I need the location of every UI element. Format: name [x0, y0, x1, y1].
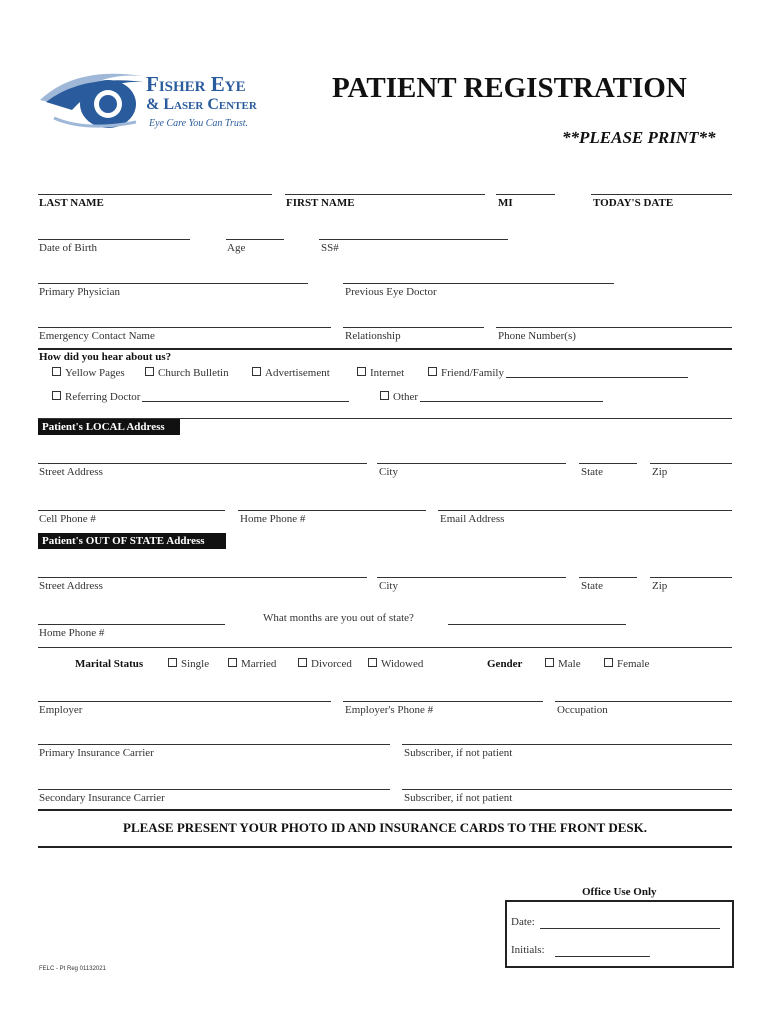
oos-zip-label: Zip — [652, 580, 668, 592]
employer-phone-field[interactable] — [343, 701, 543, 702]
referring-doctor-option[interactable]: Referring Doctor — [52, 391, 349, 403]
employer-field[interactable] — [38, 701, 331, 702]
first-name-field[interactable] — [285, 194, 485, 195]
dob-label: Date of Birth — [39, 242, 98, 254]
ssn-label: SS# — [321, 242, 339, 254]
ssn-field[interactable] — [319, 239, 508, 240]
section-divider — [38, 809, 732, 811]
secondary-insurance-label: Secondary Insurance Carrier — [39, 792, 165, 804]
photo-id-notice: PLEASE PRESENT YOUR PHOTO ID AND INSURANCE CARDS TO THE FRONT DESK. — [123, 820, 647, 835]
please-print-note: **PLEASE PRINT** — [562, 128, 716, 147]
office-date-label: Date: — [511, 916, 535, 928]
checkbox-icon[interactable] — [380, 391, 389, 400]
local-home-phone-label: Home Phone # — [240, 513, 306, 525]
months-out-field[interactable] — [448, 624, 626, 625]
phone-numbers-label: Phone Number(s) — [498, 330, 576, 342]
logo — [36, 66, 276, 136]
employer-phone-label: Employer's Phone # — [345, 704, 434, 716]
referring-doctor-field[interactable] — [142, 401, 349, 402]
local-zip-field[interactable] — [650, 463, 732, 464]
local-email-field[interactable] — [438, 510, 732, 511]
age-field[interactable] — [226, 239, 284, 240]
checkbox-icon[interactable] — [428, 367, 437, 376]
oos-zip-field[interactable] — [650, 577, 732, 578]
local-state-label: State — [581, 466, 603, 478]
local-city-label: City — [379, 466, 398, 478]
divorced-option[interactable]: Divorced — [298, 658, 352, 670]
other-field[interactable] — [420, 401, 603, 402]
mi-label: MI — [498, 197, 513, 209]
todays-date-label: TODAY'S DATE — [593, 197, 674, 209]
emergency-contact-label: Emergency Contact Name — [39, 330, 155, 342]
checkbox-icon[interactable] — [368, 658, 377, 667]
dob-field[interactable] — [38, 239, 190, 240]
primary-subscriber-label: Subscriber, if not patient — [404, 747, 513, 759]
logo-name-line2: & Laser Center — [146, 96, 257, 113]
oos-street-field[interactable] — [38, 577, 367, 578]
logo-tagline: Eye Care You Can Trust. — [149, 118, 248, 129]
relationship-label: Relationship — [345, 330, 401, 342]
section-divider — [38, 348, 732, 350]
office-use-title: Office Use Only — [582, 886, 657, 898]
oos-city-field[interactable] — [377, 577, 566, 578]
local-home-phone-field[interactable] — [238, 510, 426, 511]
oos-state-field[interactable] — [579, 577, 637, 578]
checkbox-icon[interactable] — [145, 367, 154, 376]
phone-numbers-field[interactable] — [496, 327, 732, 328]
checkbox-icon[interactable] — [52, 367, 61, 376]
friend-family-field[interactable] — [506, 377, 688, 378]
last-name-label: LAST NAME — [39, 197, 104, 209]
oos-city-label: City — [379, 580, 398, 592]
employer-label: Employer — [39, 704, 83, 716]
checkbox-icon[interactable] — [357, 367, 366, 376]
page-title: PATIENT REGISTRATION — [332, 72, 687, 104]
checkbox-icon[interactable] — [52, 391, 61, 400]
checkbox-icon[interactable] — [604, 658, 613, 667]
checkbox-icon[interactable] — [545, 658, 554, 667]
mi-field[interactable] — [496, 194, 555, 195]
local-email-label: Email Address — [440, 513, 505, 525]
form-code: FELC - Pt Reg 01132021 — [39, 966, 106, 972]
friend-family-option[interactable]: Friend/Family — [428, 367, 688, 379]
months-out-question: What months are you out of state? — [263, 612, 414, 624]
relationship-field[interactable] — [343, 327, 484, 328]
section-divider — [38, 846, 732, 848]
primary-insurance-label: Primary Insurance Carrier — [39, 747, 154, 759]
single-option[interactable]: Single — [168, 658, 209, 670]
checkbox-icon[interactable] — [168, 658, 177, 667]
office-use-box — [505, 900, 734, 968]
local-cell-field[interactable] — [38, 510, 225, 511]
eye-logo-icon — [36, 66, 148, 136]
advertisement-option[interactable]: Advertisement — [252, 367, 330, 379]
primary-subscriber-field[interactable] — [402, 744, 732, 745]
secondary-subscriber-field[interactable] — [402, 789, 732, 790]
male-option[interactable]: Male — [545, 658, 581, 670]
internet-option[interactable]: Internet — [357, 367, 404, 379]
local-zip-label: Zip — [652, 466, 668, 478]
local-city-field[interactable] — [377, 463, 566, 464]
checkbox-icon[interactable] — [228, 658, 237, 667]
primary-physician-field[interactable] — [38, 283, 308, 284]
secondary-insurance-field[interactable] — [38, 789, 390, 790]
out-of-state-heading: Patient's OUT OF STATE Address — [38, 533, 226, 549]
primary-insurance-field[interactable] — [38, 744, 390, 745]
church-bulletin-option[interactable]: Church Bulletin — [145, 367, 229, 379]
emergency-contact-field[interactable] — [38, 327, 331, 328]
oos-home-phone-label: Home Phone # — [39, 627, 105, 639]
office-date-field[interactable] — [540, 928, 720, 929]
primary-physician-label: Primary Physician — [39, 286, 120, 298]
local-street-label: Street Address — [39, 466, 103, 478]
female-option[interactable]: Female — [604, 658, 649, 670]
office-initials-label: Initials: — [511, 944, 545, 956]
local-state-field[interactable] — [579, 463, 637, 464]
local-cell-label: Cell Phone # — [39, 513, 96, 525]
checkbox-icon[interactable] — [298, 658, 307, 667]
todays-date-field[interactable] — [591, 194, 732, 195]
other-option[interactable]: Other — [380, 391, 603, 403]
marital-status-label: Marital Status — [75, 658, 144, 670]
oos-state-label: State — [581, 580, 603, 592]
section-divider — [38, 647, 732, 648]
oos-street-label: Street Address — [39, 580, 103, 592]
occupation-field[interactable] — [555, 701, 732, 702]
married-option[interactable]: Married — [228, 658, 276, 670]
occupation-label: Occupation — [557, 704, 608, 716]
age-label: Age — [227, 242, 246, 254]
oos-home-phone-field[interactable] — [38, 624, 225, 625]
last-name-field[interactable] — [38, 194, 272, 195]
previous-eye-doctor-label: Previous Eye Doctor — [345, 286, 437, 298]
gender-label: Gender — [487, 658, 523, 670]
widowed-option[interactable]: Widowed — [368, 658, 423, 670]
office-initials-field[interactable] — [555, 956, 650, 957]
referral-question: How did you hear about us? — [39, 351, 172, 363]
local-address-heading: Patient's LOCAL Address — [38, 419, 180, 435]
local-street-field[interactable] — [38, 463, 367, 464]
previous-eye-doctor-field[interactable] — [343, 283, 614, 284]
checkbox-icon[interactable] — [252, 367, 261, 376]
secondary-subscriber-label: Subscriber, if not patient — [404, 792, 513, 804]
first-name-label: FIRST NAME — [286, 197, 355, 209]
logo-name-line1: Fisher Eye — [146, 72, 246, 96]
yellow-pages-option[interactable]: Yellow Pages — [52, 367, 125, 379]
